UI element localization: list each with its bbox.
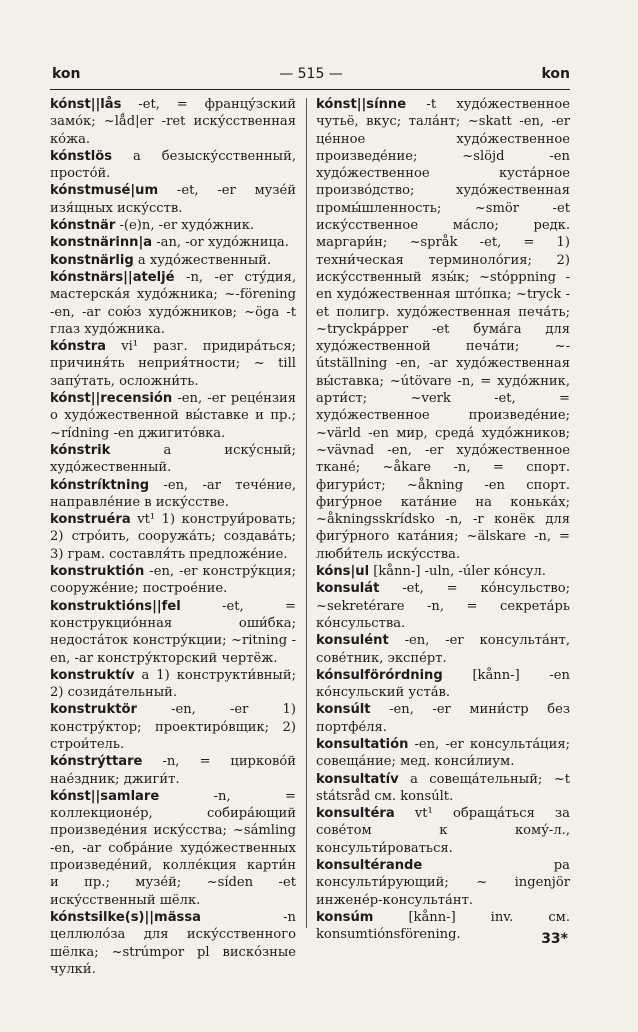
entry-headword: kónstrýttare [50,754,143,770]
header-rule [50,89,570,90]
dictionary-entry [50,217,296,234]
dictionary-entry [50,234,296,251]
left-column [50,96,296,978]
entry-headword: kónstlös [50,148,113,164]
entry-definition: vt¹ 1) конструи́ровать; 2) стро́ить, сооружа́ть; создава́ть; 3) грам. составля́ть предложе́ние. [50,512,296,562]
entry-definition: -en, -er констру́кция; сооруже́ние; построе́ние. [50,564,296,597]
page-number: — 515 — [279,66,343,82]
entry-headword: konsulát [316,581,380,597]
dictionary-entry [50,269,296,338]
entry-headword: kónstsilke(s)||mässa [50,909,201,925]
entry-definition: -et, = ко́нсульство; ~sekretérare -n, = секрета́рь ко́нсульства. [316,581,570,631]
entry-headword: kónst||samlare [50,788,160,804]
dictionary-entry [316,580,570,632]
entry-headword: kóns|ul [316,564,370,580]
entry-headword: konsúlt [316,702,371,718]
entry-definition: -(e)n, -er худо́жник. [115,218,255,234]
entry-definition: -t худо́жественное чутьё, вкус; тала́нт; ~skatt -en, -er це́нное худо́жественное произведе́ние; ~slöjd -en худо́жественное куста́рное произво́дство; худо́жественная промы́шленность; ~smör -et иску́сственное ма́сло; редк. маргари́н; ~språk -et, = 1) техни́ческая терминоло́гия; 2) иску́сственный язы́к; ~stóppning -en худо́жественная што́пка; ~tryck -et полигр. худо́жественная печа́ть; ~tryckpápper -et бума́га для худо́жественной печа́ти; ~-útställning -en, -ar худо́жественная вы́ставка; ~útövare -n, = худо́жник, арти́ст; ~verk -et, = худо́жественное произведе́ние; ~värld -en мир, среда́ худо́жников; ~vävnad -en, -er худо́жественное ткане́; ~åkare -n, = спорт. фигури́ст; ~åkning -en спорт. фигу́рное ката́ние на конька́х; ~åkningsskrídsko -n, -r конёк для фигу́рного ката́ния; ~älskare -n, = люби́тель иску́сства. [316,97,570,562]
entry-definition: -et, = конструкцио́нная оши́бка; недоста́ток констру́кции; ~ritning -en, -ar констру́кторский чертёж. [50,598,296,666]
entry-definition: a худо́жественный. [133,252,272,268]
entry-headword: konsultéra [316,806,395,822]
dictionary-entry [316,701,570,736]
entry-headword: konsultérande [316,858,423,874]
dictionary-entry [316,805,570,857]
entry-definition: -en, -er мини́стр без портфе́ля. [316,702,570,735]
entry-headword: konstruktör [50,702,137,718]
dictionary-entry [50,148,296,183]
entry-headword: konstnärlig [50,252,134,268]
entry-definition: -et, = францу́зский замо́к; ~lǻd|er -ret иску́сственная ко́жа. [50,97,296,147]
entry-definition: a 1) конструкти́вный; 2) созида́тельный. [50,667,296,701]
dictionary-entry [50,563,296,598]
dictionary-entry [50,252,296,269]
printer-signature: 33* [541,931,568,947]
entry-headword: konsúm [316,909,374,925]
header-right-guideword: kon [541,66,570,82]
page-header [52,66,570,88]
entry-definition: vt¹ обраща́ться за сове́том к кому́-л., консульти́роваться. [316,806,570,856]
entry-definition: a совеща́тельный; ~t státsråd см. konsúlt. [316,771,570,804]
entry-headword: kónstrik [50,442,111,458]
dictionary-entry [316,736,570,771]
right-column [316,96,570,944]
entry-definition: -n, -er сту́дия, мастерска́я худо́жника; ~-förening -en, -ar сою́з худо́жников; ~öga -t глаз худо́жника. [50,269,296,337]
dictionary-entry [50,511,296,563]
entry-headword: konstruktión [50,564,145,580]
entry-definition: -en, -er консульта́ция; совеща́ние; мед. конси́лиум. [316,736,570,770]
entry-headword: kónstmusé|um [50,183,159,199]
entry-definition: -n целлюло́за для иску́сственного шёлка; ~strúmpor pl вискóзные чулки́. [50,909,296,977]
entry-definition: -an, -or худо́жница. [152,235,289,251]
dictionary-entry [316,667,570,702]
dictionary-entry [50,338,296,390]
entry-definition: a безыску́сственный, просто́й. [50,148,296,182]
entry-headword: konsulént [316,633,389,649]
entry-definition: -n, = коллекционе́р, собира́ющий произведе́ния иску́сства; ~sámling -en, -ar собра́ние худо́жественных произведе́ний, колле́кция карти́н и пр.; музе́й; ~síden -et иску́сственный шёлк. [50,788,296,908]
dictionary-entry [316,96,570,563]
entry-headword: kónstnär [50,218,116,234]
dictionary-entry [50,788,296,909]
dictionary-entry [50,598,296,667]
entry-headword: konsultatión [316,736,409,752]
entry-headword: kónstríktning [50,477,150,493]
entry-definition: -n, = цирково́й нае́здник; джиги́т. [50,754,296,787]
entry-headword: kónst||sínne [316,97,407,112]
entry-definition: -et, -er музе́й изя́щных иску́сств. [50,183,296,216]
dictionary-entry [50,667,296,702]
dictionary-entry [316,632,570,667]
dictionary-entry [50,182,296,217]
entry-headword: kónst||lås [50,97,122,112]
entry-definition: vi¹ разг. придира́ться; причиня́ть неприя́тности; ~ till запу́тать, осложни́ть. [50,339,296,389]
entry-definition: a иску́сный; худо́жественный. [50,442,296,476]
entry-headword: konsultatív [316,771,399,787]
dictionary-entry [316,563,570,580]
dictionary-entry [50,390,296,442]
dictionary-entry [50,909,296,978]
dictionary-entry [316,771,570,806]
dictionary-entry [50,701,296,753]
entry-headword: kónstra [50,339,107,355]
entry-definition: pa консульти́рующий; ~ ingenjör инжене́р-консульта́нт. [316,858,570,908]
entry-headword: kónstnärs||ateljé [50,269,175,285]
entry-definition: -en, -er консульта́нт, сове́тник, экспе́рт. [316,633,570,666]
header-left-guideword: kon [52,66,81,82]
dictionary-entry [50,96,296,148]
column-divider [306,98,307,928]
entry-headword: konstruktións||fel [50,598,181,614]
entry-definition: [kånn-] inv. см. konsumtiónsförening. [316,909,570,943]
entry-headword: kónsulförórdning [316,667,443,683]
entry-headword: konstruktív [50,667,135,683]
entry-headword: kónst||recensión [50,391,173,407]
dictionary-entry [316,857,570,909]
entry-definition: [kånn-] -en ко́нсульский уста́в. [316,667,570,701]
dictionary-entry [50,442,296,477]
dictionary-entry [50,753,296,788]
entry-headword: konstruéra [50,512,131,528]
dictionary-entry [50,477,296,512]
dictionary-entry [316,909,570,944]
entry-definition: -en, -ar тече́ние, направле́ние в иску́сстве. [50,477,296,510]
entry-headword: konstnärinn|a [50,235,153,251]
entry-definition: -en, -er 1) констру́ктор; проектиро́вщик; 2) строи́тель. [50,702,296,752]
entry-definition: [kånn-] -uln, -úler ко́нсул. [369,564,546,580]
entry-definition: -en, -er реце́нзия о худо́жественной вы́ставке и пр.; ~rídning -en джигито́вка. [50,391,296,441]
